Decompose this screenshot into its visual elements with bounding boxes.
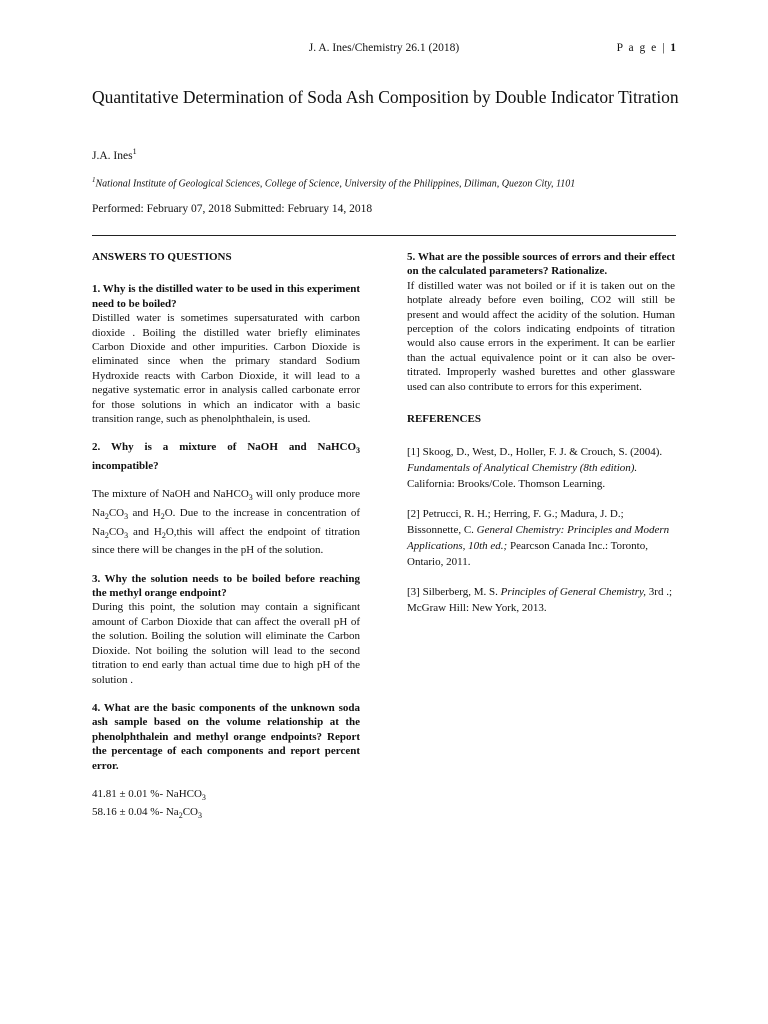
author-superscript: 1 — [132, 147, 137, 156]
reference-item: [1] Skoog, D., West, D., Holler, F. J. & Crouch, S. (2004). Fundamentals of Analytical Chemistry (8th edition). California: Brooks/Cole. Thomson Learning. — [407, 446, 663, 491]
answers-heading: ANSWERS TO QUESTIONS — [92, 251, 232, 263]
result-na2co3: 58.16 ± 0.04 %- $Na_2CO_3$ — [92, 806, 202, 821]
page-header — [92, 42, 676, 58]
answer-2: The mixture of NaOH and NaHCO$_3$ will only produce more $Na_2CO_3$ and $H_2O$. Due to the increase in concentration of $Na_2CO_3$ and $H_2O,this$ will affect the endpoint of titration since there will be changes in the pH of the solution. — [92, 488, 361, 557]
answer-3: During this point, the solution may contain a significant amount of Carbon Dioxide that can affect the overall pH of the solution. Boiling the solution will eliminate the Carbon Dioxide. Not boiling the solution will lead to the second titration to end early than actual time due to high pH of the solution . — [92, 601, 360, 686]
paper-title: Quantitative Determination of Soda Ash Composition by Double Indicator Titration — [92, 87, 679, 107]
question-3: 3. Why the solution needs to be boiled before reaching the methyl orange endpoint? — [92, 572, 360, 600]
author-name: J.A. Ines — [92, 149, 133, 162]
question-1: 1. Why is the distilled water to be used in this experiment need to be boiled? — [92, 283, 360, 310]
page-number: 1 — [670, 42, 676, 54]
result-nahco3: 41.81 ± 0.01 %- NaHCO$_3$ — [92, 787, 206, 803]
references-heading: REFERENCES — [407, 413, 481, 426]
answer-1: Distilled water is sometimes supersaturated with carbon dioxide . Boiling the distilled water briefly eliminates Carbon Dioxide and other impurities. Carbon Dioxide is eliminated since when the primary standard Sodium Hydroxide reacts with Carbon Dioxide, it will lead to a negative systematic error in analysis called carbonate error for those solutions in which an indicator with a basic transition range, such as phenolphthalein, is used. — [92, 312, 360, 426]
reference-item: [3] Silberberg, M. S. Principles of General Chemistry, 3rd .; McGraw Hill: New York, 2013. — [407, 586, 673, 615]
reference-item: [2] Petrucci, R. H.; Herring, F. G.; Madura, J. D.; Bissonnette, C. General Chemistry: Principles and Modern Applications, 10th ed.; Pearcson Canada Inc.: Toronto, Ontario, 2011. — [407, 508, 670, 569]
question-4: 4. What are the basic components of the unknown soda ash sample based on the volume relationship at the phenolphthalein and methyl orange endpoints? Report the percentage of each components and report percent error. — [92, 701, 360, 772]
answer-5: If distilled water was not boiled or if it is taken out on the hotplate already before even boiling, CO2 will still be present and would affect the acidity of the solution. Human perception of the colors indicating endpoints of titration would also cause errors in the experiment. It can be earlier than the actual equivalence point or it can also be over-titrated. Improperly washed burettes and other glassware used can also contribute to errors for this experiment. — [407, 279, 675, 393]
dates-line: Performed: February 07, 2018 Submitted: February 14, 2018 — [92, 203, 373, 215]
question-2: 2. Why is a mixture of NaOH and NaHCO$_3$ incompatible? — [92, 441, 360, 473]
affiliation — [92, 176, 575, 189]
references-list — [407, 444, 675, 616]
question-5: 5. What are the possible sources of errors and their effect on the calculated parameters? Rationalize. — [407, 251, 675, 278]
affiliation-superscript: 1 — [92, 176, 96, 184]
left-column — [92, 250, 360, 823]
page-label-text: P a g e — [616, 42, 658, 54]
running-title: J. A. Ines/Chemistry 26.1 (2018) — [308, 42, 460, 54]
author-line — [92, 147, 137, 162]
right-column — [407, 250, 675, 630]
affiliation-text: National Institute of Geological Sciences, College of Science, University of the Philippines, Diliman, Quezon City, 1101 — [95, 178, 576, 190]
section-divider — [92, 235, 676, 236]
page-number-label: P a g e | 1 — [616, 42, 676, 54]
